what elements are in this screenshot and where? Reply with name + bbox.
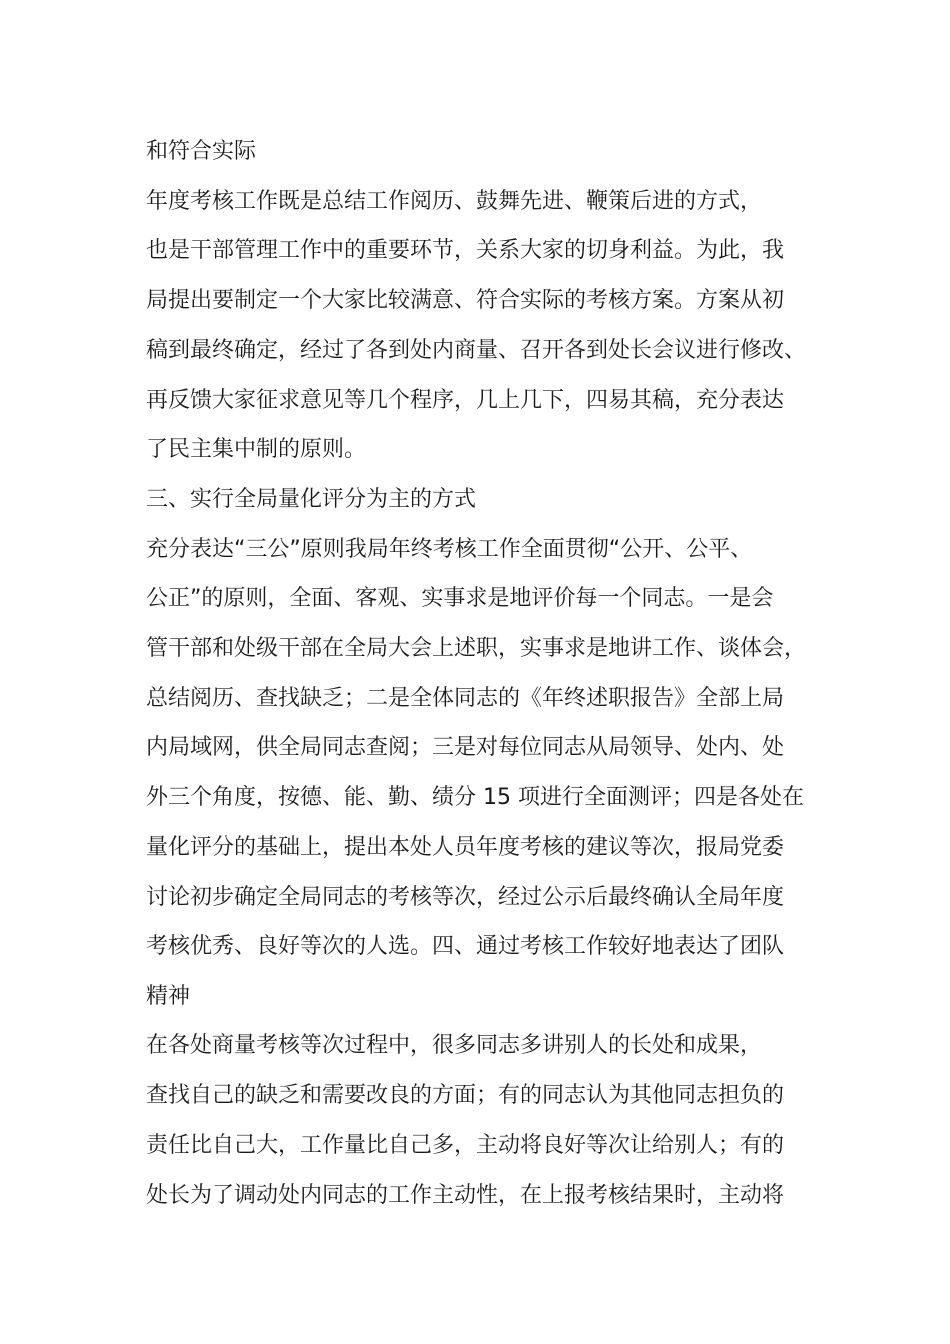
text-line: 总结阅历、查找缺乏；二是全体同志的《年终述职报告》全部上局 (146, 686, 785, 711)
text-line: 责任比自己大，工作量比自己多，主动将良好等次让给别人；有的 (146, 1133, 785, 1158)
text-line: 在各处商量考核等次过程中，很多同志多讲别人的长处和成果， (146, 1033, 763, 1058)
text-line: 了民主集中制的原则。 (146, 437, 367, 462)
text-line: 局提出要制定一个大家比较满意、符合实际的考核方案。方案从初 (146, 288, 785, 313)
text-line: 考核优秀、良好等次的人选。四、通过考核工作较好地表达了团队 (146, 934, 785, 959)
text-line: 处长为了调动处内同志的工作主动性，在上报考核结果时，主动将 (146, 1183, 785, 1208)
text-line: 讨论初步确定全局同志的考核等次，经过公示后最终确认全局年度 (146, 885, 785, 910)
text-line: 年度考核工作既是总结工作阅历、鼓舞先进、鞭策后进的方式， (146, 189, 763, 214)
text-line: 精神 (146, 984, 191, 1009)
text-line: 充分表达“三公”原则我局年终考核工作全面贯彻“公开、公平、 (146, 537, 753, 562)
section-heading: 三、实行全局量化评分为主的方式 (146, 487, 477, 512)
text-line: 内局域网，供全局同志查阅；三是对每位同志从局领导、处内、处 (146, 735, 785, 760)
text-line: 管干部和处级干部在全局大会上述职，实事求是地讲工作、谈体会， (146, 636, 807, 661)
text-line: 查找自己的缺乏和需要改良的方面；有的同志认为其他同志担负的 (146, 1083, 785, 1108)
text-line: 外三个角度，按德、能、勤、绩分 15 项进行全面测评；四是各处在 (146, 785, 804, 810)
text-line: 稿到最终确定，经过了各到处内商量、召开各到处长会议进行修改、 (146, 338, 807, 363)
text-line: 量化评分的基础上，提出本处人员年度考核的建议等次，报局党委 (146, 835, 785, 860)
text-line: 再反馈大家征求意见等几个程序，几上几下，四易其稿，充分表达 (146, 388, 785, 413)
text-line: 也是干部管理工作中的重要环节，关系大家的切身利益。为此，我 (146, 238, 785, 263)
text-line: 和符合实际 (146, 139, 257, 164)
text-line: 公正”的原则，全面、客观、实事求是地评价每一个同志。一是会 (146, 586, 774, 611)
